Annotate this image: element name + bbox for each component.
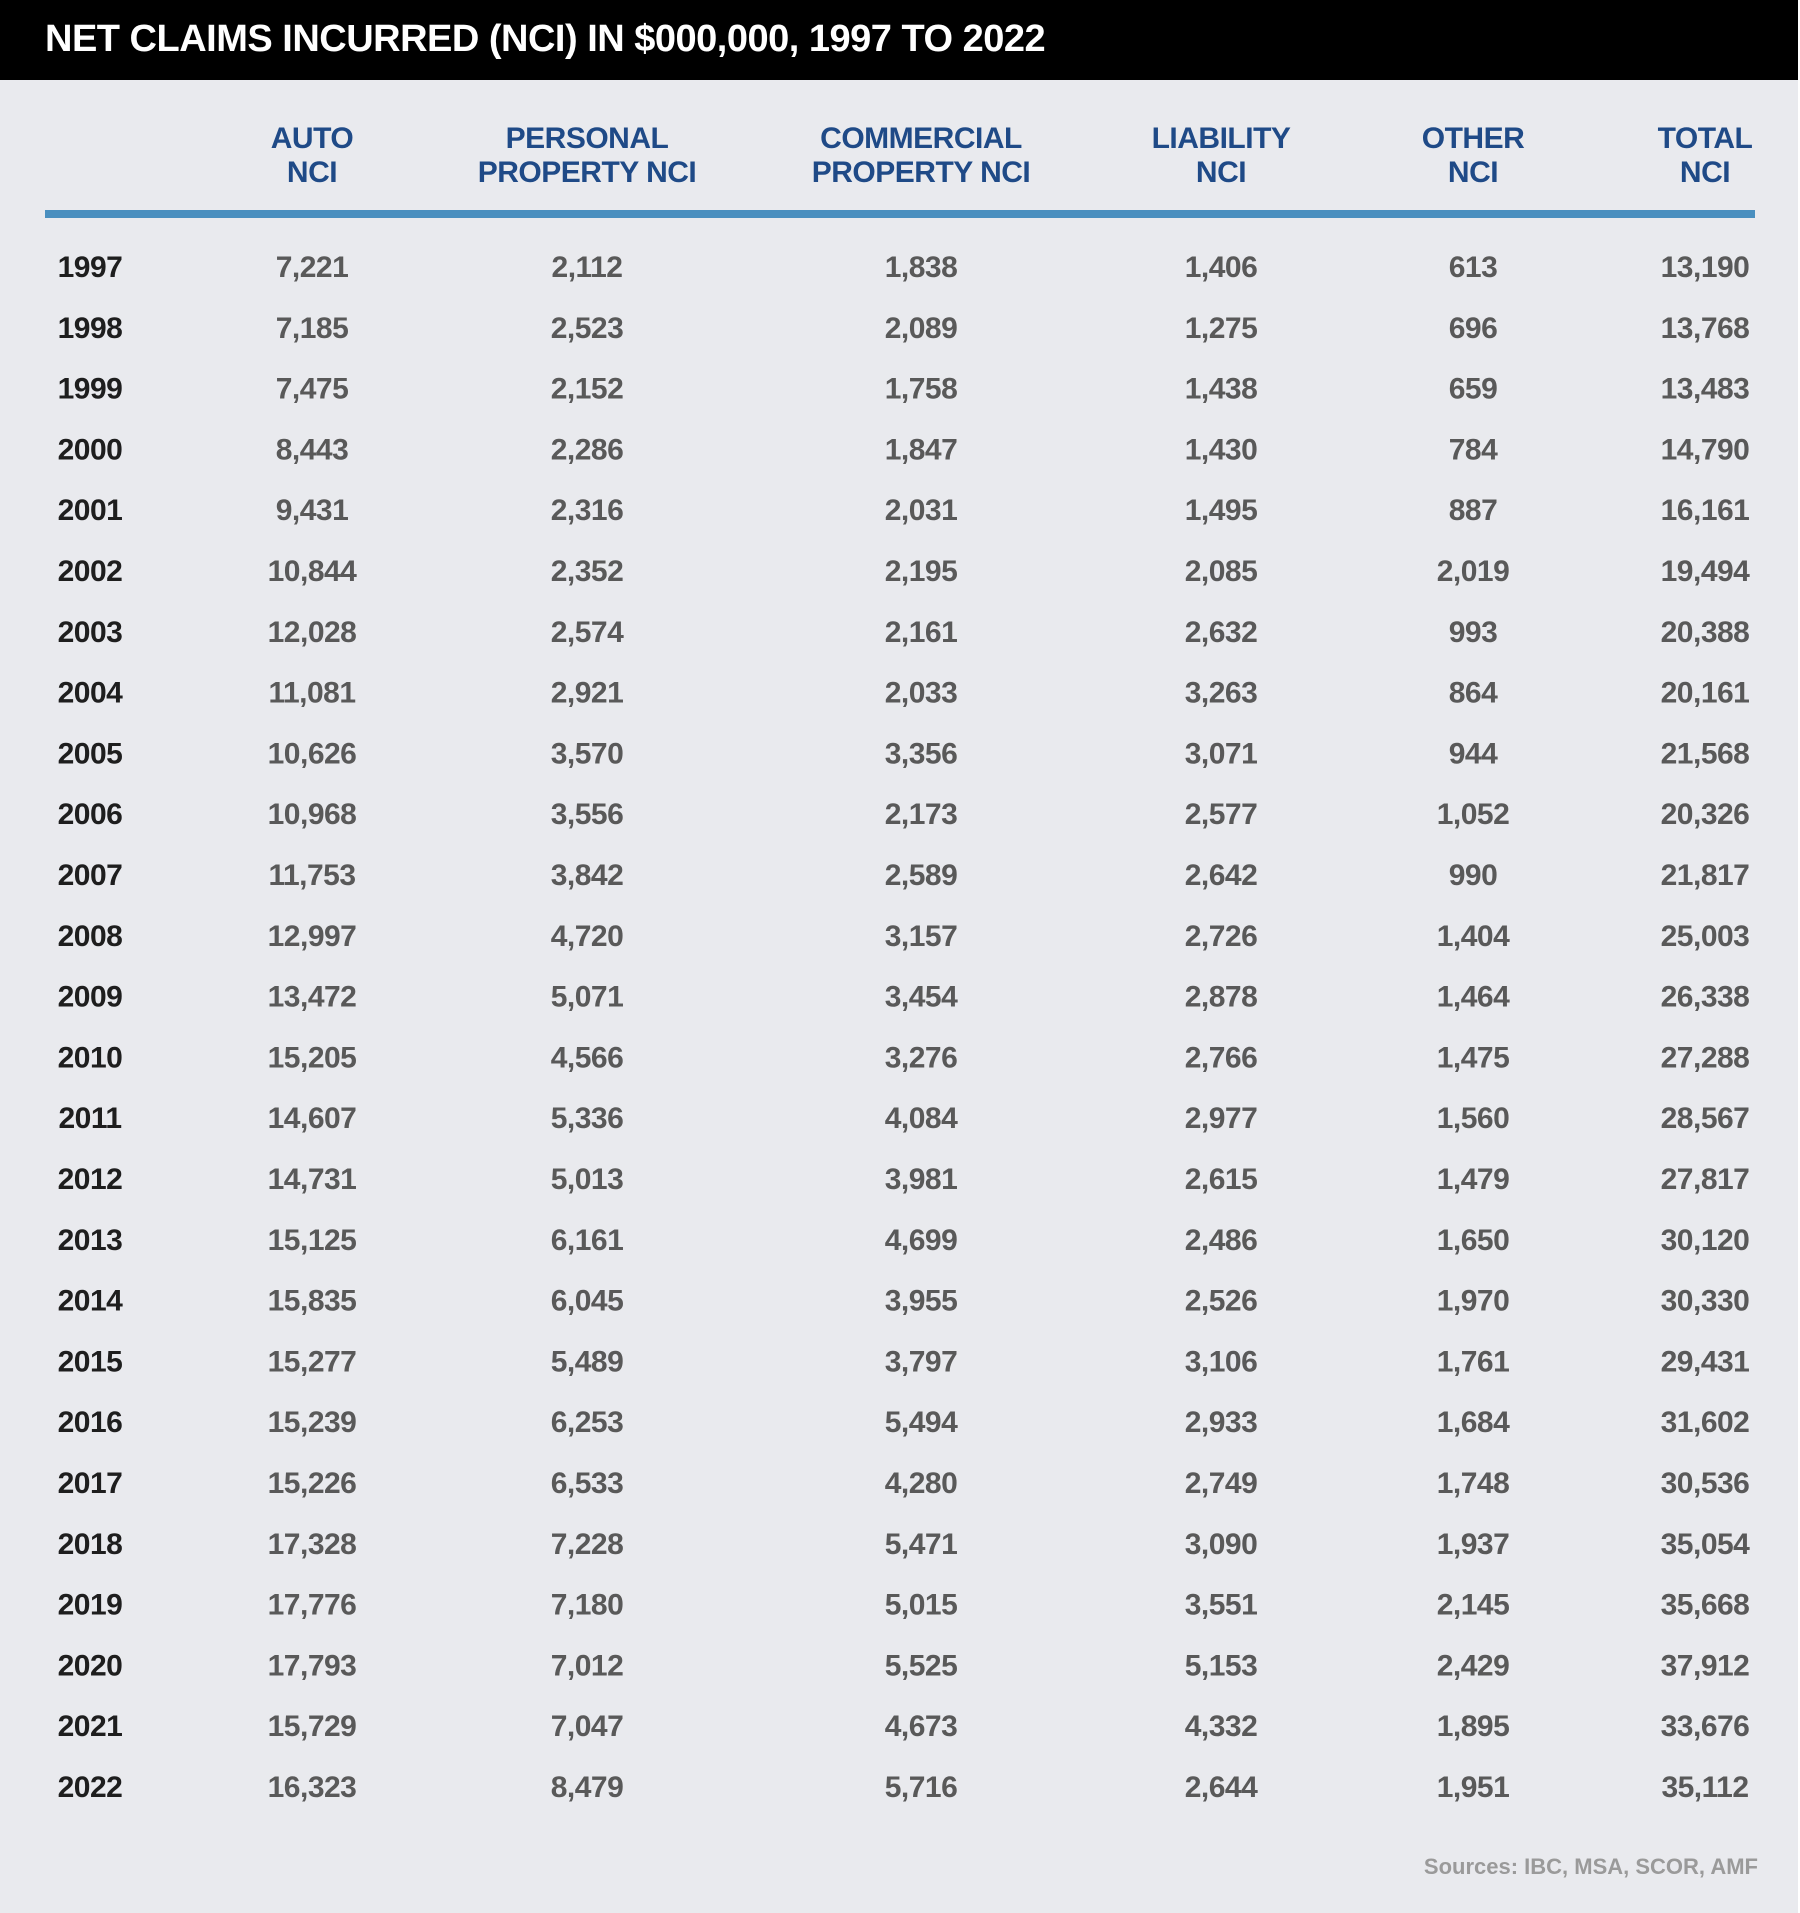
cell-total: 35,668 [1660,1588,1750,1622]
cell-other: 1,404 [1436,919,1510,953]
cell-liability: 1,406 [1184,251,1258,284]
row-year: 2015 [57,1345,123,1379]
cell-other: 1,560 [1436,1102,1510,1136]
cell-liability: 2,085 [1184,555,1258,588]
row-year: 2007 [57,859,123,892]
cell-other: 1,937 [1436,1527,1510,1561]
table-row [58,373,1750,406]
cell-commercial_property: 2,161 [884,615,958,649]
cell-commercial_property: 3,356 [884,737,958,771]
table-row [58,1041,1750,1074]
cell-auto: 7,185 [275,311,349,345]
cell-other: 784 [1448,433,1498,467]
cell-total: 30,120 [1660,1223,1750,1257]
cell-auto: 9,431 [275,494,349,528]
cell-auto: 16,323 [267,1771,357,1804]
cell-personal_property: 3,556 [550,798,624,832]
cell-auto: 15,226 [267,1467,357,1500]
table-row [58,1649,1750,1682]
cell-total: 20,388 [1660,615,1750,649]
table-row [58,981,1750,1014]
cell-personal_property: 2,286 [550,433,624,467]
table-row [58,1771,1749,1804]
cell-auto: 7,475 [275,372,349,406]
cell-personal_property: 6,161 [550,1223,624,1257]
cell-auto: 11,753 [268,859,356,892]
cell-auto: 17,328 [267,1527,357,1561]
table-row [58,1345,1750,1378]
source-note: Sources: IBC, MSA, SCOR, AMF [1423,1854,1758,1879]
cell-total: 37,912 [1660,1649,1750,1683]
table-row [58,433,1750,466]
row-year: 2002 [57,555,123,588]
cell-total: 13,190 [1660,251,1750,284]
cell-total: 29,431 [1660,1345,1750,1379]
cell-personal_property: 3,570 [550,737,624,771]
cell-liability: 2,766 [1184,1041,1258,1075]
cell-total: 30,536 [1660,1467,1750,1500]
row-year: 2008 [57,919,123,953]
cell-total: 27,288 [1660,1041,1750,1075]
column-header-auto-line-2: NCI [286,156,338,189]
cell-liability: 2,977 [1184,1102,1258,1136]
cell-other: 2,019 [1436,555,1510,588]
cell-commercial_property: 5,525 [884,1649,958,1683]
cell-commercial_property: 2,089 [884,311,958,345]
row-year: 2022 [57,1771,123,1804]
column-header-personal_property-line-2: PROPERTY NCI [477,156,697,189]
cell-liability: 2,632 [1184,615,1258,649]
cell-liability: 3,551 [1184,1588,1258,1622]
cell-auto: 17,793 [267,1649,357,1683]
row-year: 1998 [57,311,123,345]
cell-commercial_property: 2,589 [884,859,958,892]
cell-total: 13,483 [1660,372,1750,406]
cell-other: 1,684 [1436,1406,1510,1440]
table-row [58,859,1750,892]
cell-liability: 2,615 [1184,1163,1258,1196]
cell-liability: 3,263 [1184,676,1258,710]
cell-total: 27,817 [1660,1163,1750,1196]
cell-total: 33,676 [1660,1710,1750,1744]
table-row [58,798,1750,831]
cell-auto: 12,028 [267,615,357,649]
cell-personal_property: 5,336 [550,1102,624,1136]
column-header-other-line-2: NCI [1447,156,1499,189]
row-year: 2013 [57,1223,123,1257]
cell-personal_property: 2,152 [550,372,624,406]
column-header-total-line-2: NCI [1679,156,1731,189]
cell-total: 25,003 [1660,919,1750,953]
cell-auto: 11,081 [268,676,356,710]
cell-liability: 4,332 [1184,1710,1258,1744]
cell-other: 1,748 [1436,1467,1510,1500]
cell-auto: 17,776 [267,1588,357,1622]
cell-other: 887 [1448,494,1498,528]
cell-other: 2,429 [1436,1649,1510,1683]
cell-auto: 15,239 [267,1406,357,1440]
cell-commercial_property: 4,280 [884,1467,958,1500]
cell-liability: 2,749 [1184,1467,1258,1500]
table-row [58,1102,1749,1135]
row-year: 2010 [57,1041,123,1075]
cell-total: 31,602 [1660,1406,1750,1440]
cell-personal_property: 2,574 [550,615,624,649]
cell-liability: 2,486 [1184,1223,1258,1257]
cell-other: 990 [1448,859,1498,892]
cell-personal_property: 8,479 [550,1771,624,1804]
row-year: 2020 [57,1649,123,1683]
cell-personal_property: 4,566 [550,1041,624,1075]
cell-total: 30,330 [1660,1284,1750,1318]
table-row [58,1406,1750,1439]
cell-other: 696 [1448,311,1498,345]
cell-personal_property: 7,180 [550,1588,624,1622]
row-year: 2006 [57,798,123,832]
cell-commercial_property: 3,955 [884,1284,958,1318]
table-row [58,1285,1750,1318]
cell-personal_property: 5,489 [550,1345,624,1379]
cell-auto: 12,997 [267,919,357,953]
cell-other: 1,052 [1436,798,1510,832]
row-year: 2005 [57,737,123,771]
cell-auto: 14,731 [267,1163,357,1196]
table-row [58,494,1750,527]
cell-auto: 10,844 [267,555,357,588]
cell-liability: 1,438 [1184,372,1258,406]
cell-personal_property: 6,253 [550,1406,624,1440]
cell-commercial_property: 4,084 [884,1102,958,1136]
cell-total: 35,112 [1661,1771,1749,1804]
row-year: 2014 [57,1284,123,1318]
cell-liability: 3,090 [1184,1527,1258,1561]
cell-liability: 1,430 [1184,433,1258,467]
cell-auto: 15,729 [267,1710,357,1744]
cell-total: 26,338 [1660,980,1750,1014]
table-row [58,1163,1750,1196]
cell-commercial_property: 5,494 [884,1406,958,1440]
table-row [58,251,1750,284]
cell-commercial_property: 4,673 [884,1710,958,1744]
cell-auto: 15,277 [267,1345,357,1379]
table-row [58,555,1751,588]
cell-total: 13,768 [1660,311,1750,345]
cell-total: 21,568 [1660,737,1750,771]
cell-total: 20,326 [1660,798,1750,832]
row-year: 2019 [57,1588,123,1622]
cell-liability: 2,933 [1184,1406,1258,1440]
cell-auto: 13,472 [267,980,357,1014]
cell-personal_property: 7,228 [550,1527,624,1561]
cell-commercial_property: 5,471 [884,1527,958,1561]
cell-commercial_property: 1,758 [884,372,958,406]
cell-personal_property: 4,720 [550,919,624,953]
cell-liability: 2,878 [1184,980,1258,1014]
cell-commercial_property: 2,173 [884,798,958,832]
cell-auto: 8,443 [275,433,349,467]
cell-liability: 5,153 [1184,1649,1258,1683]
cell-auto: 15,205 [267,1041,357,1075]
cell-auto: 14,607 [267,1102,357,1136]
cell-total: 21,817 [1660,859,1750,892]
table-row [58,1710,1750,1743]
chart-title: NET CLAIMS INCURRED (NCI) IN $000,000, 1997 TO 2022 [45,18,1046,60]
column-header-personal_property-line-1: PERSONAL [505,122,669,155]
cell-commercial_property: 3,157 [884,919,958,953]
table-row [58,616,1750,649]
cell-personal_property: 3,842 [550,859,624,892]
cell-liability: 2,726 [1184,919,1258,953]
row-year: 2017 [57,1467,123,1500]
table-row [58,1589,1750,1622]
column-header-auto-line-1: AUTO [270,122,354,155]
row-year: 2003 [57,615,123,649]
table-body [58,251,1751,1804]
cell-liability: 1,275 [1184,311,1258,345]
row-year: 2018 [57,1527,123,1561]
row-year: 2001 [57,494,123,528]
cell-auto: 7,221 [275,251,349,284]
table-row [58,1528,1751,1561]
cell-auto: 15,125 [267,1223,357,1257]
cell-personal_property: 7,047 [550,1710,624,1744]
row-year: 2012 [57,1163,123,1196]
cell-commercial_property: 1,847 [884,433,958,467]
cell-total: 28,567 [1660,1102,1750,1136]
cell-other: 613 [1448,251,1498,284]
cell-total: 20,161 [1660,676,1750,710]
row-year: 2004 [57,676,123,710]
cell-personal_property: 2,112 [551,251,623,284]
column-header-commercial_property-line-2: PROPERTY NCI [811,156,1031,189]
cell-liability: 3,071 [1184,737,1258,771]
cell-personal_property: 5,013 [550,1163,624,1196]
cell-personal_property: 6,045 [550,1284,624,1318]
table-row [58,1467,1750,1500]
cell-total: 19,494 [1660,555,1750,588]
cell-liability: 2,577 [1184,798,1258,832]
cell-personal_property: 2,352 [550,555,624,588]
cell-other: 1,761 [1436,1345,1510,1379]
table-row [58,677,1750,710]
cell-other: 1,895 [1436,1710,1510,1744]
cell-personal_property: 2,921 [550,676,624,710]
cell-personal_property: 6,533 [550,1467,624,1500]
cell-other: 659 [1448,372,1498,406]
cell-other: 1,479 [1436,1163,1510,1196]
cell-commercial_property: 5,716 [884,1771,958,1804]
cell-commercial_property: 2,033 [884,676,958,710]
table-row [58,1224,1750,1257]
cell-commercial_property: 4,699 [884,1223,958,1257]
cell-other: 864 [1448,676,1498,710]
cell-other: 944 [1448,737,1498,771]
cell-other: 2,145 [1436,1588,1510,1622]
cell-liability: 2,642 [1184,859,1258,892]
cell-personal_property: 2,316 [550,494,624,528]
row-year: 2000 [57,433,123,467]
cell-commercial_property: 3,981 [884,1163,958,1196]
column-header-commercial_property-line-1: COMMERCIAL [820,122,1022,155]
cell-liability: 2,526 [1184,1284,1258,1318]
cell-personal_property: 7,012 [550,1649,624,1683]
row-year: 2021 [57,1710,123,1744]
cell-commercial_property: 3,276 [884,1041,958,1075]
row-year: 1997 [57,251,123,284]
cell-commercial_property: 1,838 [884,251,958,284]
cell-auto: 10,626 [267,737,357,771]
cell-other: 1,951 [1436,1771,1510,1804]
row-year: 1999 [57,372,123,406]
column-headers [271,122,1753,189]
cell-commercial_property: 2,031 [884,494,958,528]
cell-auto: 10,968 [267,798,357,832]
row-year: 2011 [58,1102,122,1136]
cell-liability: 1,495 [1184,494,1258,528]
cell-liability: 2,644 [1184,1771,1258,1804]
cell-other: 1,464 [1436,980,1510,1014]
cell-other: 993 [1448,615,1498,649]
cell-commercial_property: 3,797 [884,1345,958,1379]
cell-personal_property: 5,071 [550,980,624,1014]
cell-other: 1,475 [1436,1041,1510,1075]
column-header-liability-line-1: LIABILITY [1151,122,1291,155]
column-header-liability-line-2: NCI [1195,156,1247,189]
cell-other: 1,970 [1436,1284,1510,1318]
cell-total: 14,790 [1660,433,1750,467]
row-year: 2016 [57,1406,123,1440]
cell-commercial_property: 5,015 [884,1588,958,1622]
cell-other: 1,650 [1436,1223,1510,1257]
row-year: 2009 [57,980,123,1014]
table-row [58,920,1750,953]
cell-total: 35,054 [1660,1527,1750,1561]
cell-personal_property: 2,523 [550,311,624,345]
cell-auto: 15,835 [267,1284,357,1318]
cell-liability: 3,106 [1184,1345,1258,1379]
cell-commercial_property: 2,195 [884,555,958,588]
column-header-other-line-1: OTHER [1421,122,1525,155]
table-row [58,312,1750,345]
cell-total: 16,161 [1660,494,1750,528]
cell-commercial_property: 3,454 [884,980,958,1014]
column-header-total-line-1: TOTAL [1657,122,1753,155]
table-row [58,737,1750,770]
